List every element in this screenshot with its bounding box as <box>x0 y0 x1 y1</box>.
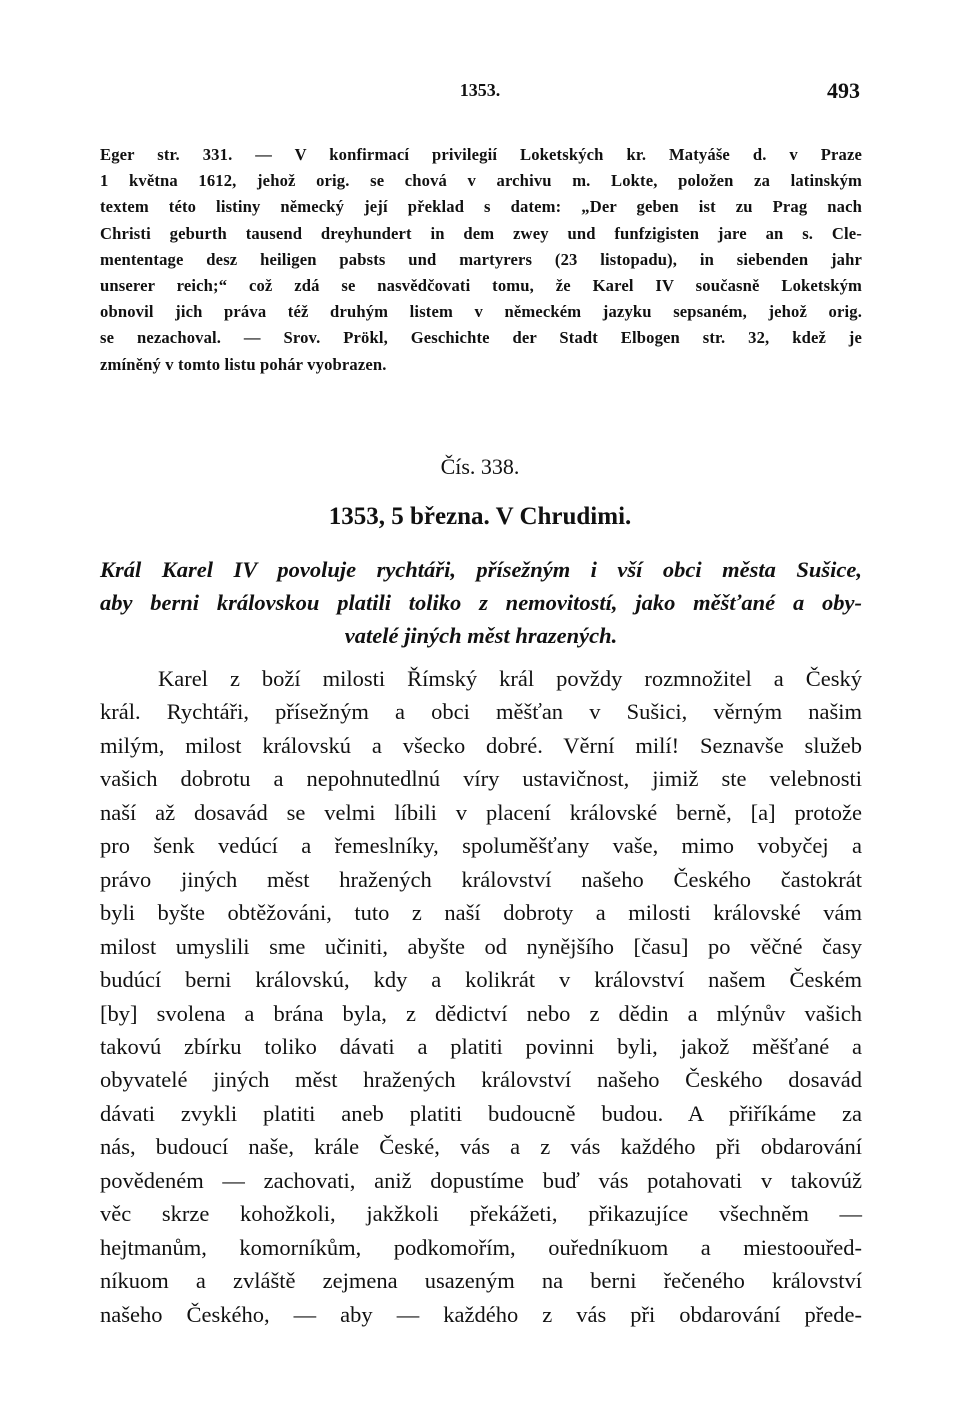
document-heading: 1353, 5 března. V Chrudimi. <box>328 503 632 530</box>
note-line: Eger str. 331. — V konfirmací privilegií Loketských kr. Matyáše d. v Praze <box>100 145 862 164</box>
note-line: obnovil jich práva též druhým listem v německém jazyku sepsaném, jehož orig. <box>100 302 862 322</box>
body-line: Karel z boží milosti Římský král povždy rozmnožitel a Český <box>158 666 862 691</box>
regest-line: aby berni královskou platili toliko z nemovitostí, jako měšťané a oby- <box>100 590 862 615</box>
regest-line: vatelé jiných měst hrazených. <box>344 623 618 648</box>
body-line: pro šenk vedúcí a řemeslníky, spoluměšťany vaše, mimo vobyčej a <box>100 833 862 859</box>
body-line: věc skrze kohožkoli, jakžkoli překážeti, přikazujíce všechněm — <box>100 1201 862 1227</box>
note-line: Christi geburth tausend dreyhundert in dem zwey und funfzigisten jare an s. Cle- <box>100 223 862 243</box>
body-line: níkuom a zvláště zejmena usazeným na berni řečeného království <box>100 1268 862 1294</box>
body-line: budúcí berni královskú, kdy a kolikrát v království našem Českém <box>100 967 862 993</box>
note-line: se nezachoval. — Srov. Prökl, Geschichte der Stadt Elbogen str. 32, kdež je <box>100 328 862 348</box>
charter-text <box>100 662 862 1331</box>
page-number: 493 <box>827 78 860 103</box>
body-line: milým, milost královskú a všecko dobré. Věrní milí! Seznavše služeb <box>100 732 862 758</box>
body-line: [by] svolena a brána byla, z dědictví nebo z dědin a mlýnův vašich <box>100 1000 862 1026</box>
body-line: právo jiných měst hražených království našeho Českého častokrát <box>100 866 862 892</box>
body-line: nás, budoucí naše, krále České, vás a z vás každého při obdarování <box>100 1134 862 1160</box>
body-line: hejtmanům, komorníkům, podkomořím, ouředníkuom a miestoouřed- <box>100 1234 862 1260</box>
body-line: našeho Českého, — aby — každého z vás při obdarování přede- <box>100 1301 862 1327</box>
note-line: textem této listiny německý její překlad s datem: „Der geben ist zu Prag nach <box>100 197 862 217</box>
note-line: zmíněný v tomto listu pohár vyobrazen. <box>100 354 387 374</box>
body-line: milost umyslili sme učiniti, abyšte od nynějšího [času] po věčné časy <box>100 933 862 959</box>
body-line: takovú zbírku toliko dávati a platiti povinni byli, jakož měšťané a <box>100 1033 862 1059</box>
note-line: mententage desz heiligen pabsts und martyrers (23 listopadu), in siebenden jahr <box>100 249 862 269</box>
body-line: byli byšte obtěžováni, tuto z naší dobroty a milosti královské vám <box>100 900 862 926</box>
regest-summary <box>100 553 862 652</box>
body-line: dávati zvykli platiti aneb platiti budoucně budou. A přiříkáme za <box>100 1100 862 1126</box>
body-line: vašich dobrotu a nepohnutedlnú víry ustavičnost, jimiž ste velebnosti <box>100 766 862 792</box>
note-line: 1 května 1612, jehož orig. se chová v archivu m. Lokte, položen za latinským <box>100 171 862 191</box>
footnote-block <box>100 142 862 378</box>
page-header <box>100 78 860 108</box>
document-number: Čís. 338. <box>440 454 520 479</box>
body-line: povědeném — zachovati, aniž dopustíme buď vás potahovati v takovúž <box>100 1167 862 1193</box>
body-line: král. Rychtáři, přísežným a obci měšťan v Sušici, věrným našim <box>100 699 862 725</box>
body-line: obyvatelé jiných měst hražených království našeho Českého dosavád <box>100 1067 862 1093</box>
regest-line: Král Karel IV povoluje rychtáři, přísežným i vší obci města Sušice, <box>100 557 862 582</box>
body-line: naší až dosavád se velmi líbili v placení královské berně, [a] protože <box>100 799 862 825</box>
running-head-year: 1353. <box>459 80 501 100</box>
note-line: unserer reich;“ což zdá se nasvědčovati tomu, že Karel IV současně Loketským <box>100 276 862 296</box>
